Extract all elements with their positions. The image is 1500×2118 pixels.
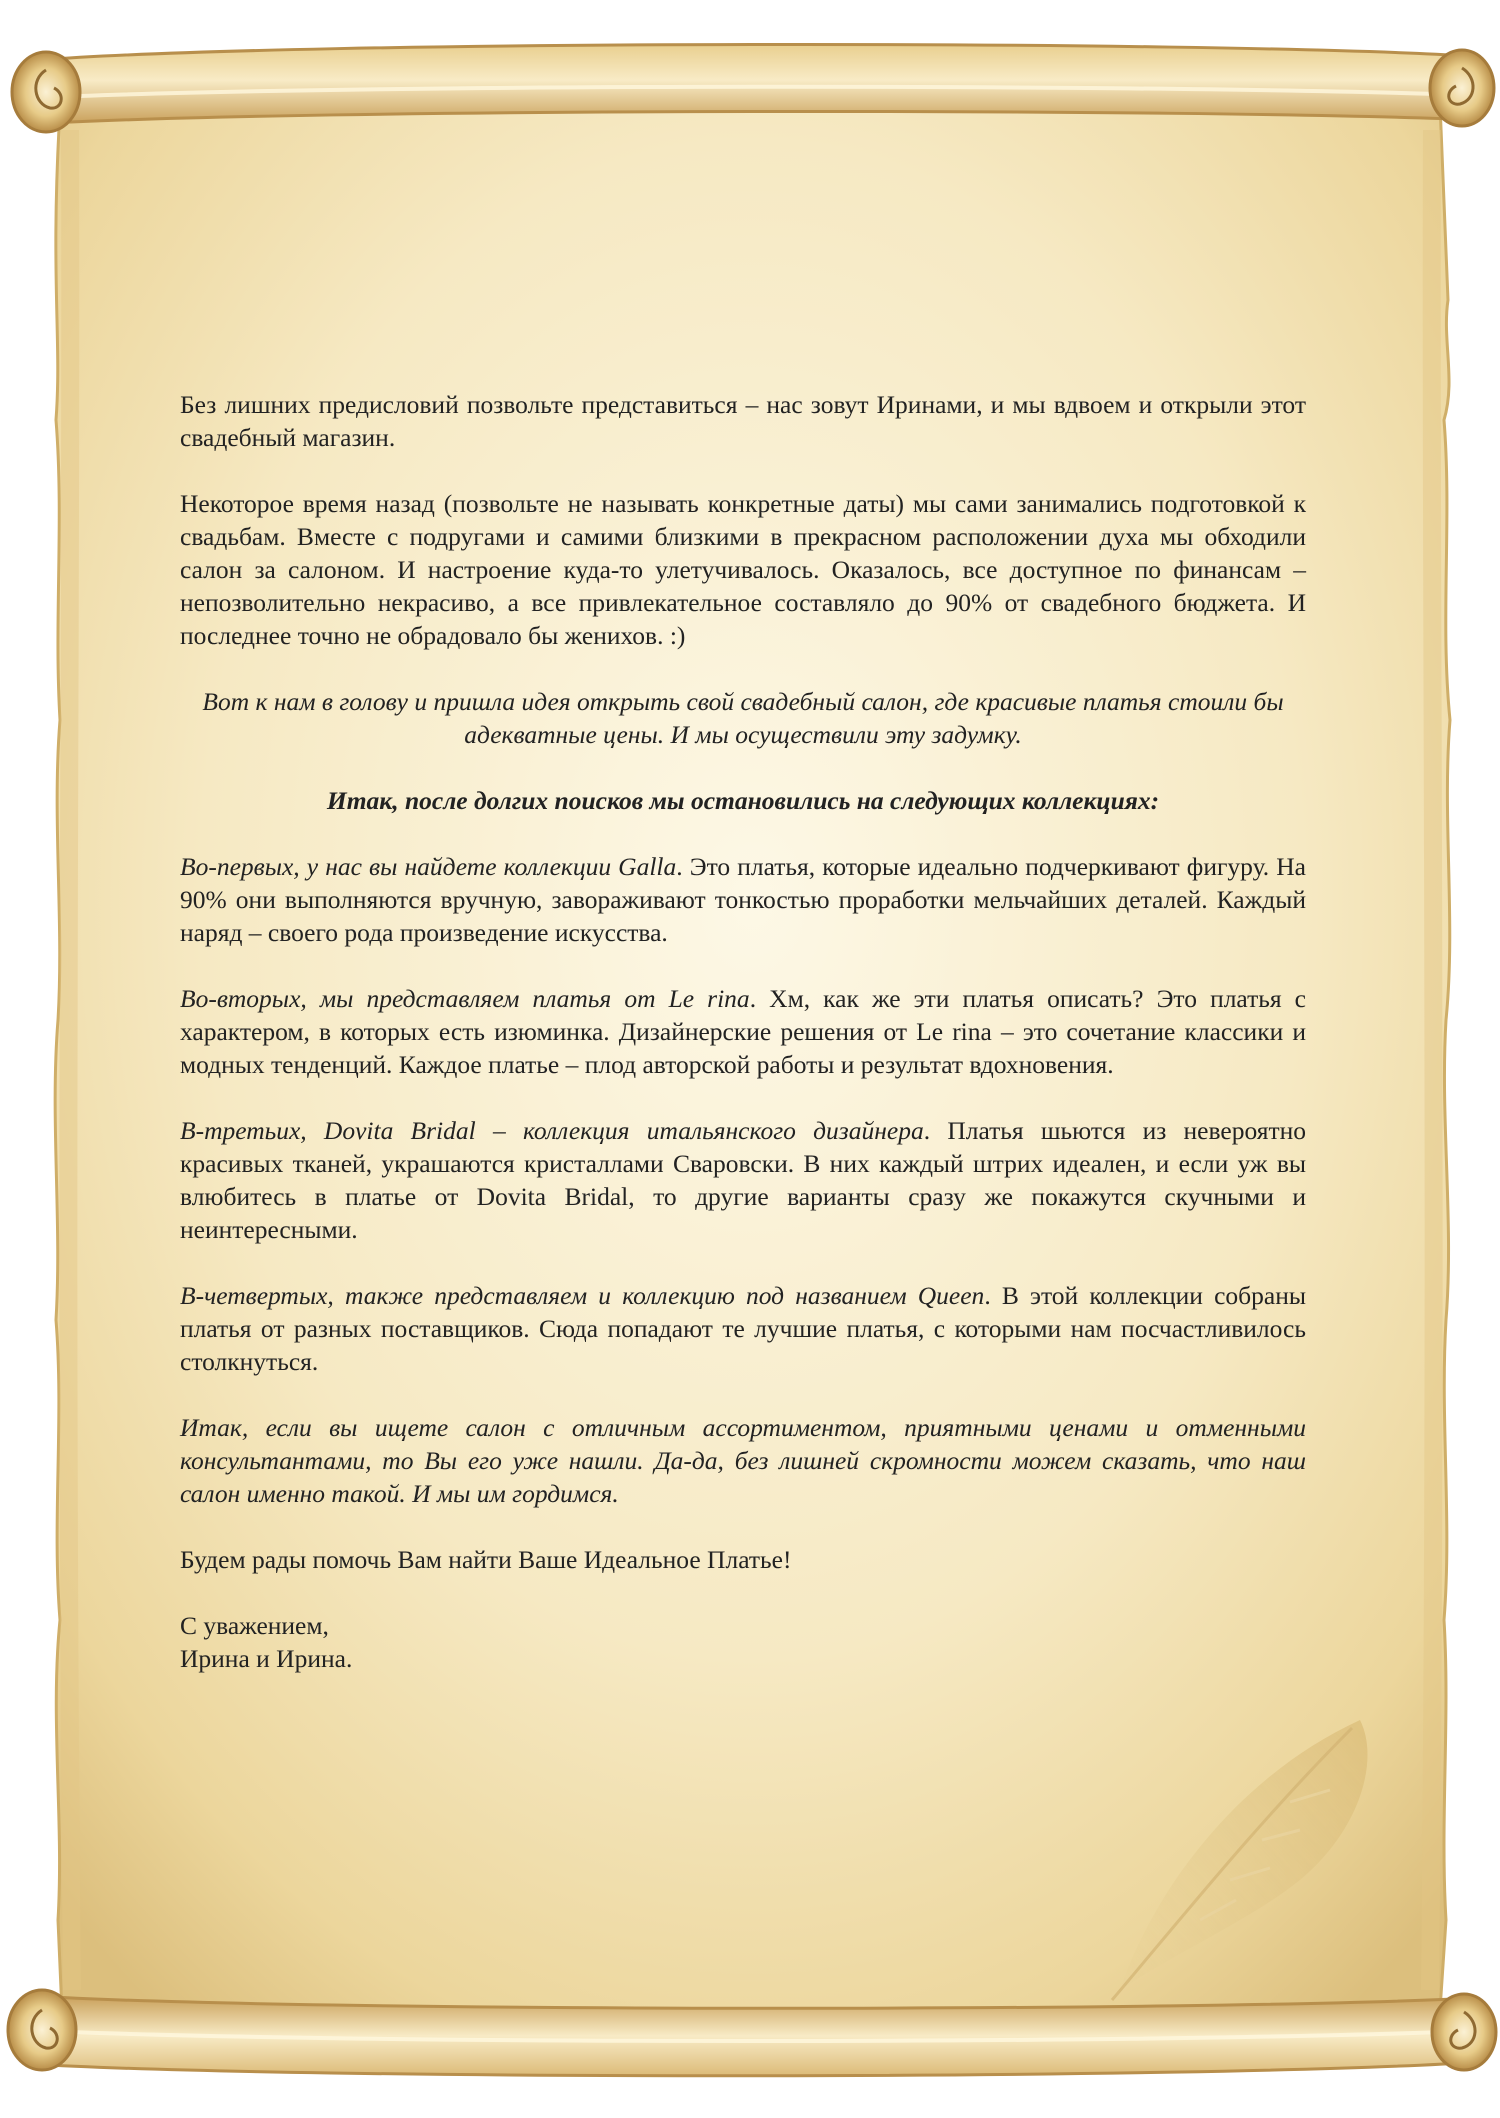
dovita-text: . Платья шьются из невероятно красивых тканей, украшаются кристаллами Сваровски. В них каждый штрих идеален, и если уж вы влюбитесь в платье от Dovita Bridal, то другие варианты сразу же покажутся скучными и неинтересными. <box>180 1116 1306 1244</box>
collections-heading: Итак, после долгих поисков мы остановились на следующих коллекциях: <box>326 786 1160 815</box>
intro-paragraph: Без лишних предисловий позвольте представиться – нас зовут Иринами, и мы вдвоем и открыли этот свадебный магазин. <box>180 390 1306 452</box>
dovita-lead: В-третьих, Dovita Bridal – коллекция итальянского дизайнера <box>180 1116 924 1145</box>
story-paragraph: Некоторое время назад (позвольте не называть конкретные даты) мы сами занимались подготовкой к свадьбам. Вместе с подругами и самими близкими в прекрасном расположении духа мы обходили салон за салоном. И настроение куда-то улетучивалось. Оказалось, все доступное по финансам – непозволительно некрасиво, а все привлекательное составляло до 90% от свадебного бюджета. И последнее точно не обрадовало бы женихов. :) <box>180 489 1306 650</box>
signature-line: Ирина и Ирина. <box>180 1644 353 1673</box>
lerina-lead: Во-вторых, мы представляем платья от Le rina <box>180 984 750 1013</box>
lerina-paragraph <box>180 982 1306 1081</box>
galla-paragraph <box>180 850 1306 949</box>
lerina-text: . Хм, как же эти платья описать? Это платья с характером, в которых есть изюминка. Дизайнерские решения от Le rina – это сочетание классики и модных тенденций. Каждое платье – плод авторской работы и результат вдохновения. <box>180 984 1306 1079</box>
dovita-paragraph <box>180 1114 1306 1246</box>
galla-text: . Это платья, которые идеально подчеркивают фигуру. На 90% они выполняются вручную, завораживают тонкостью проработки мельчайших деталей. Каждый наряд – своего рода произведение искусства. <box>180 852 1306 947</box>
letter-body <box>180 388 1306 1675</box>
idea-paragraph: Вот к нам в голову и пришла идея открыть свой свадебный салон, где красивые платья стоили бы адекватные цены. И мы осуществили эту задумку. <box>202 687 1284 749</box>
queen-paragraph <box>180 1279 1306 1378</box>
queen-text: . В этой коллекции собраны платья от разных поставщиков. Сюда попадают те лучшие платья, с которыми нам посчастливилось столкнуться. <box>180 1281 1306 1376</box>
galla-lead: Во-первых, у нас вы найдете коллекции Galla <box>180 852 677 881</box>
queen-lead: В-четвертых, также представляем и коллекцию под названием Queen <box>180 1281 985 1310</box>
help-paragraph: Будем рады помочь Вам найти Ваше Идеальное Платье! <box>180 1545 792 1574</box>
closing-paragraph: Итак, если вы ищете салон с отличным ассортиментом, приятными ценами и отменными консультантами, то Вы его уже нашли. Да-да, без лишней скромности можем сказать, что наш салон именно такой. И мы им гордимся. <box>180 1413 1306 1508</box>
regards-line: С уважением, <box>180 1611 329 1640</box>
